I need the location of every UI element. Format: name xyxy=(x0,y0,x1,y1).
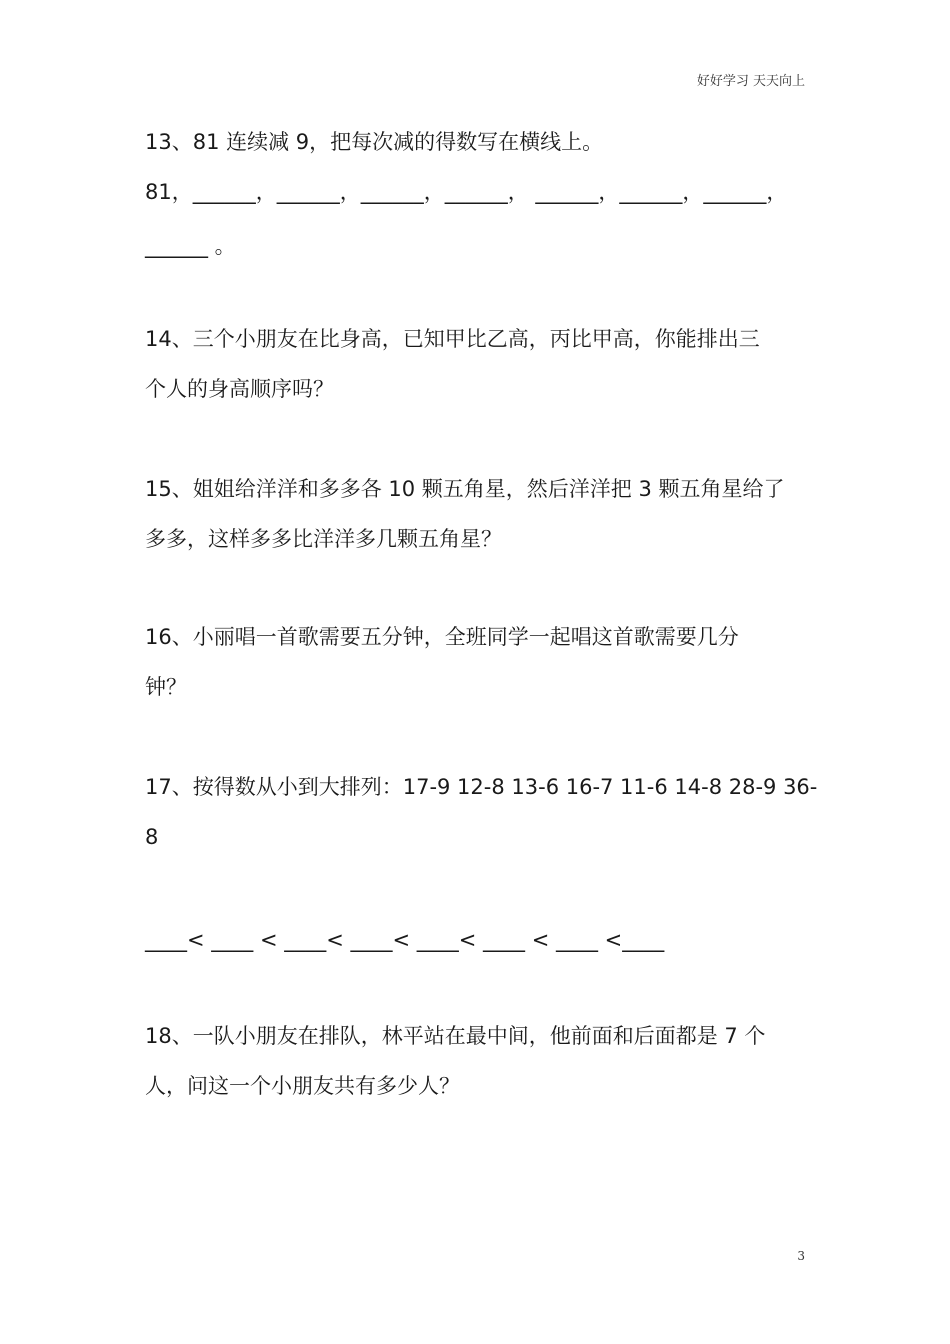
page-header: 好好学习 天天向上 xyxy=(696,74,805,89)
question-15-line-1: 15、姐姐给洋洋和多多各 10 颗五角星，然后洋洋把 3 颗五角星给了 xyxy=(145,477,785,501)
question-13-line-2: 81，______，______，______，______， ______，______，______， xyxy=(145,180,788,204)
question-14-line-1: 14、三个小朋友在比身高，已知甲比乙高，丙比甲高，你能排出三 xyxy=(145,327,760,351)
question-17-answer-blanks: ____< ____ < ____< ____< ____< ____ < ____ <____ xyxy=(145,928,665,952)
question-14-line-2: 个人的身高顺序吗？ xyxy=(145,377,334,401)
question-17-line-2: 8 xyxy=(145,825,159,849)
question-16-line-1: 16、小丽唱一首歌需要五分钟，全班同学一起唱这首歌需要几分 xyxy=(145,625,739,649)
question-13-line-1: 13、81 连续减 9，把每次减的得数写在横线上。 xyxy=(145,130,604,154)
question-18-line-2: 人，问这一个小朋友共有多少人？ xyxy=(145,1074,460,1098)
question-17-line-1: 17、按得数从小到大排列：17-9 12-8 13-6 16-7 11-6 14-8 28-9 36- xyxy=(145,775,818,799)
question-15-line-2: 多多，这样多多比洋洋多几颗五角星？ xyxy=(145,527,502,551)
question-13-line-3: ______ 。 xyxy=(145,234,236,258)
question-18-line-1: 18、一队小朋友在排队，林平站在最中间，他前面和后面都是 7 个 xyxy=(145,1024,766,1048)
page-number: 3 xyxy=(797,1249,805,1263)
question-16-line-2: 钟？ xyxy=(145,675,187,699)
